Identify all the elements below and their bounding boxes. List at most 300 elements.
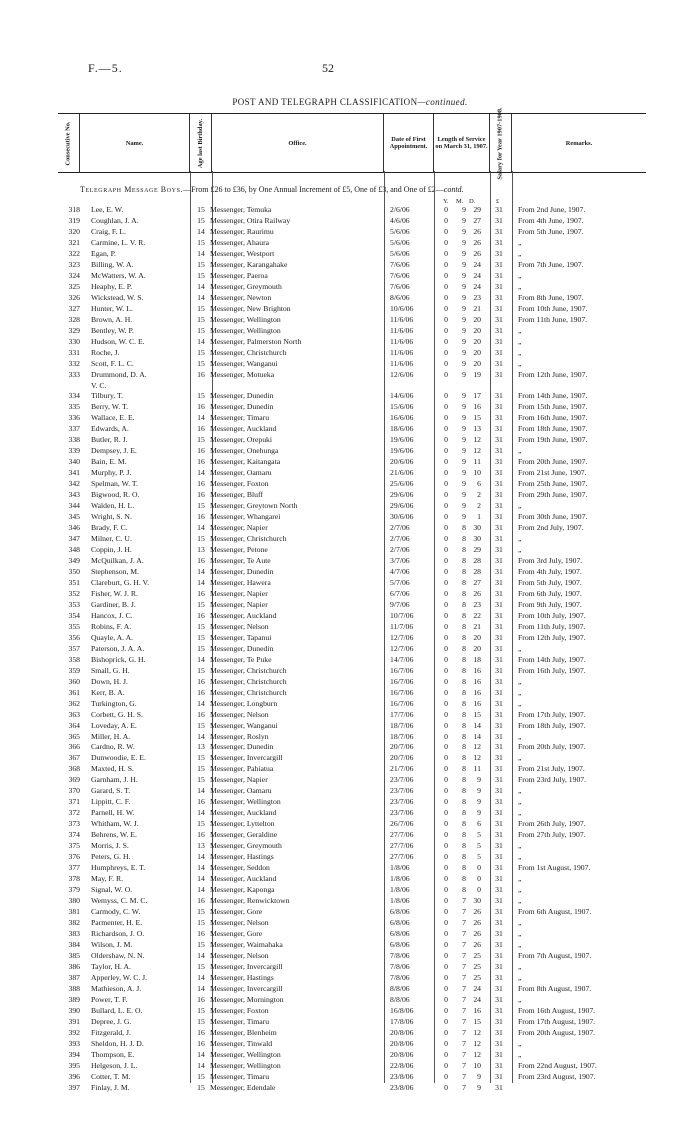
row-service-months: 8 xyxy=(462,764,466,774)
row-number: 368 xyxy=(68,764,80,774)
row-service-days: 12 xyxy=(473,753,481,763)
row-service-months: 7 xyxy=(462,1082,466,1092)
row-service-months: 8 xyxy=(462,830,466,840)
row-service-days: 2 xyxy=(477,501,481,511)
row-name: Cotter, T. M. xyxy=(91,1071,131,1081)
row-service-days: 26 xyxy=(473,928,481,938)
row-service-months: 8 xyxy=(462,698,466,708)
row-number: 350 xyxy=(68,566,80,576)
row-service-years: 0 xyxy=(444,676,448,686)
row-salary: 31 xyxy=(495,1082,503,1092)
row-number: 330 xyxy=(68,336,80,346)
row-remarks: „ xyxy=(518,972,522,982)
row-remarks: From 11th June, 1907. xyxy=(518,314,588,324)
row-number: 365 xyxy=(68,731,80,741)
row-office: Messenger, Otira Railway xyxy=(210,215,291,225)
row-service-years: 0 xyxy=(444,413,448,423)
row-service-days: 12 xyxy=(473,1027,481,1037)
row-remarks: „ xyxy=(518,874,522,884)
row-service-years: 0 xyxy=(444,797,448,807)
row-name: Finlay, J. M. xyxy=(91,1082,130,1092)
row-service-months: 8 xyxy=(462,819,466,829)
row-service-months: 8 xyxy=(462,566,466,576)
row-appointment-date: 2/6/06 xyxy=(390,205,410,214)
row-number: 376 xyxy=(68,852,80,862)
row-service-years: 0 xyxy=(444,698,448,708)
row-service-years: 0 xyxy=(444,830,448,840)
row-age: 14 xyxy=(197,577,205,587)
row-salary: 31 xyxy=(495,468,503,478)
row-service-months: 8 xyxy=(462,863,466,873)
table-row xyxy=(58,962,658,973)
row-service-months: 7 xyxy=(462,994,466,1004)
row-number: 356 xyxy=(68,632,80,642)
row-number: 390 xyxy=(68,1005,80,1015)
row-service-days: 26 xyxy=(473,248,481,258)
row-office: Messenger, Dunedin xyxy=(210,742,274,752)
row-service-days: 0 xyxy=(477,885,481,895)
row-service-months: 9 xyxy=(462,402,466,412)
table-row xyxy=(58,216,658,227)
row-number: 327 xyxy=(68,303,80,313)
row-salary: 31 xyxy=(495,928,503,938)
row-age: 15 xyxy=(197,907,205,916)
table-row xyxy=(58,721,658,732)
row-office: Messenger, Wanganui xyxy=(210,720,278,730)
row-age: 16 xyxy=(197,676,205,686)
row-service-years: 0 xyxy=(444,336,448,346)
row-office: Messenger, Oamaru xyxy=(210,786,272,796)
row-service-years: 0 xyxy=(444,665,448,675)
row-number: 379 xyxy=(68,885,80,895)
row-appointment-date: 5/6/06 xyxy=(390,237,410,247)
row-remarks: From 7th August, 1907. xyxy=(518,950,592,960)
row-service-months: 7 xyxy=(462,896,466,906)
row-appointment-date: 7/8/06 xyxy=(390,972,410,982)
row-service-days: 27 xyxy=(473,215,481,225)
page-title xyxy=(0,97,700,107)
row-salary: 31 xyxy=(495,819,503,829)
row-salary: 31 xyxy=(495,490,503,500)
table-row xyxy=(58,1050,658,1061)
row-service-months: 7 xyxy=(462,1049,466,1059)
row-office: Messenger, New Brighton xyxy=(210,303,291,313)
row-service-years: 0 xyxy=(444,643,448,653)
row-number: 367 xyxy=(68,753,80,763)
row-office: Messenger, Auckland xyxy=(210,874,277,884)
row-appointment-date: 20/6/06 xyxy=(390,457,414,467)
row-name: Lippitt, C. F. xyxy=(91,797,131,807)
row-name: Lee, E. W. xyxy=(91,205,124,214)
row-name: Bigwood, R. O. xyxy=(91,490,140,500)
row-salary: 31 xyxy=(495,599,503,609)
row-appointment-date: 29/6/06 xyxy=(390,501,414,511)
col-first-appointment: Date of First Appointment. xyxy=(384,114,434,172)
table-row xyxy=(58,973,658,984)
row-salary: 31 xyxy=(495,457,503,467)
row-office: Messenger, Renwicktown xyxy=(210,896,290,906)
row-name: Taylor, H. A. xyxy=(91,961,131,971)
table-header xyxy=(58,106,646,180)
row-age: 16 xyxy=(197,369,205,379)
row-name: Miller, H. A. xyxy=(91,731,131,741)
row-service-years: 0 xyxy=(444,588,448,598)
row-age: 14 xyxy=(197,248,205,258)
row-remarks: From 12th June, 1907. xyxy=(518,369,588,379)
row-age: 13 xyxy=(197,841,205,851)
row-service-days: 14 xyxy=(473,731,481,741)
row-service-days: 15 xyxy=(473,413,481,423)
row-remarks: From 12th July, 1907. xyxy=(518,632,586,642)
row-office: Messenger, Whangarei xyxy=(210,512,281,522)
row-age: 15 xyxy=(197,259,205,269)
row-remarks: „ xyxy=(518,841,522,851)
row-service-days: 5 xyxy=(477,841,481,851)
row-age: 14 xyxy=(197,852,205,862)
row-remarks: From 11th July, 1907. xyxy=(518,621,586,631)
table-row xyxy=(58,874,658,885)
row-name: Thompson, E. xyxy=(91,1049,135,1059)
row-number: 391 xyxy=(68,1016,80,1026)
row-service-days: 9 xyxy=(477,797,481,807)
row-name: Scott, F. L. C. xyxy=(91,358,134,368)
table-row xyxy=(58,633,658,644)
row-office: Messenger, Newton xyxy=(210,292,272,302)
row-salary: 31 xyxy=(495,347,503,357)
row-service-years: 0 xyxy=(444,314,448,324)
row-remarks: „ xyxy=(518,698,522,708)
row-office: Messenger, Invercargill xyxy=(210,961,283,971)
row-service-days: 29 xyxy=(473,205,481,214)
row-age: 15 xyxy=(197,391,205,401)
row-appointment-date: 29/6/06 xyxy=(390,490,414,500)
row-name: Milner, C. U. xyxy=(91,534,132,544)
table-row xyxy=(58,556,658,567)
row-service-days: 12 xyxy=(473,1038,481,1048)
row-appointment-date: 6/8/06 xyxy=(390,917,410,927)
row-office: Messenger, Auckland xyxy=(210,808,277,818)
row-remarks: „ xyxy=(518,347,522,357)
row-remarks: „ xyxy=(518,994,522,1004)
row-age: 14 xyxy=(197,413,205,423)
row-service-months: 7 xyxy=(462,1005,466,1015)
row-name: Behrens, W. E. xyxy=(91,830,137,840)
row-service-days: 9 xyxy=(477,808,481,818)
table-row xyxy=(58,907,658,918)
table-row xyxy=(58,951,658,962)
row-service-days: 9 xyxy=(477,1082,481,1092)
row-appointment-date: 1/8/06 xyxy=(390,874,410,884)
row-remarks: From 5th July, 1907. xyxy=(518,577,582,587)
row-service-days: 19 xyxy=(473,369,481,379)
row-service-days: 24 xyxy=(473,994,481,1004)
row-service-months: 9 xyxy=(462,336,466,346)
row-remarks: From 18th June, 1907. xyxy=(518,424,588,434)
row-remarks: From 25th June, 1907. xyxy=(518,479,588,489)
row-remarks: From 14th July, 1907. xyxy=(518,654,586,664)
row-office: Messenger, Timaru xyxy=(210,1071,270,1081)
row-appointment-date: 6/8/06 xyxy=(390,928,410,938)
row-service-days: 26 xyxy=(473,939,481,949)
row-service-days: 20 xyxy=(473,336,481,346)
table-row xyxy=(58,1039,658,1050)
row-number: 328 xyxy=(68,314,80,324)
row-number: 382 xyxy=(68,917,80,927)
row-service-years: 0 xyxy=(444,841,448,851)
row-remarks: „ xyxy=(518,928,522,938)
row-name: Tilbury, T. xyxy=(91,391,124,401)
row-age: 16 xyxy=(197,610,205,620)
row-service-months: 9 xyxy=(462,424,466,434)
row-salary: 31 xyxy=(495,917,503,927)
row-service-years: 0 xyxy=(444,863,448,873)
row-remarks: From 21st July, 1907. xyxy=(518,764,585,774)
row-age: 15 xyxy=(197,1082,205,1092)
row-office: Messenger, Geraldine xyxy=(210,830,278,840)
row-service-months: 7 xyxy=(462,907,466,916)
row-service-years: 0 xyxy=(444,775,448,785)
row-service-days: 16 xyxy=(473,676,481,686)
row-number: 371 xyxy=(68,797,80,807)
table-row xyxy=(58,775,658,786)
row-service-years: 0 xyxy=(444,281,448,291)
row-salary: 31 xyxy=(495,556,503,565)
section-scale: —From £26 to £36, by One Annual Increment of £5, One of £3, and One of £2— xyxy=(183,185,444,194)
table-row xyxy=(58,501,658,512)
row-service-years: 0 xyxy=(444,512,448,522)
row-number: 326 xyxy=(68,292,80,302)
row-age: 15 xyxy=(197,1071,205,1081)
row-service-months: 8 xyxy=(462,731,466,741)
row-service-days: 9 xyxy=(477,775,481,785)
row-service-months: 8 xyxy=(462,523,466,533)
row-name: Spelman, W. T. xyxy=(91,479,138,489)
row-age: 14 xyxy=(197,468,205,478)
row-salary: 31 xyxy=(495,446,503,456)
table-row xyxy=(58,808,658,819)
row-remarks: „ xyxy=(518,501,522,511)
row-office: Messenger, Christchurch xyxy=(210,687,287,697)
row-remarks: „ xyxy=(518,852,522,862)
row-service-months: 8 xyxy=(462,654,466,664)
table-row xyxy=(58,732,658,743)
row-service-months: 9 xyxy=(462,490,466,500)
row-name: V. C. xyxy=(91,380,107,390)
row-appointment-date: 9/7/06 xyxy=(390,599,410,609)
row-office: Messenger, Kaitangata xyxy=(210,457,281,467)
row-salary: 31 xyxy=(495,753,503,763)
row-office: Messenger, Wellington xyxy=(210,325,281,335)
row-appointment-date: 23/7/06 xyxy=(390,786,414,796)
row-number: 381 xyxy=(68,907,80,916)
row-age: 16 xyxy=(197,896,205,906)
row-age: 14 xyxy=(197,863,205,873)
row-remarks: From 22nd August, 1907. xyxy=(518,1060,597,1070)
row-service-days: 28 xyxy=(473,556,481,565)
row-remarks: „ xyxy=(518,885,522,895)
row-name: Corbett, G. H. S. xyxy=(91,709,143,719)
row-age: 15 xyxy=(197,917,205,927)
row-service-years: 0 xyxy=(444,874,448,884)
row-number: 359 xyxy=(68,665,80,675)
row-office: Messenger, Greymouth xyxy=(210,281,282,291)
row-salary: 31 xyxy=(495,687,503,697)
row-name: Hudson, W. C. E. xyxy=(91,336,145,346)
row-service-months: 9 xyxy=(462,226,466,236)
table-row xyxy=(58,1028,658,1039)
table-row xyxy=(58,326,658,337)
row-name: Mathieson, A. J. xyxy=(91,983,142,993)
row-age: 15 xyxy=(197,961,205,971)
row-salary: 31 xyxy=(495,950,503,960)
row-salary: 31 xyxy=(495,643,503,653)
row-salary: 31 xyxy=(495,742,503,752)
row-name: Coppin, J. H. xyxy=(91,545,132,555)
row-age: 16 xyxy=(197,994,205,1004)
row-office: Messenger, Longburn xyxy=(210,698,278,708)
row-number: 353 xyxy=(68,599,80,609)
row-appointment-date: 6/8/06 xyxy=(390,939,410,949)
row-service-years: 0 xyxy=(444,632,448,642)
row-office: Messenger, Auckland xyxy=(210,610,277,620)
row-number: 395 xyxy=(68,1060,80,1070)
row-service-months: 7 xyxy=(462,972,466,982)
row-service-days: 20 xyxy=(473,632,481,642)
row-service-months: 8 xyxy=(462,753,466,763)
row-office: Messenger, Orepuki xyxy=(210,435,273,445)
section-continued: contd. xyxy=(443,185,464,194)
row-appointment-date: 21/6/06 xyxy=(390,468,414,478)
row-salary: 31 xyxy=(495,314,503,324)
row-service-days: 9 xyxy=(477,1071,481,1081)
row-number: 351 xyxy=(68,577,80,587)
table-row xyxy=(58,359,658,370)
row-name: Parnell, H. W. xyxy=(91,808,135,818)
row-age: 14 xyxy=(197,885,205,895)
row-name: Garnham, J. H. xyxy=(91,775,138,785)
row-service-months: 9 xyxy=(462,325,466,335)
row-number: 370 xyxy=(68,786,80,796)
row-service-years: 0 xyxy=(444,479,448,489)
row-salary: 31 xyxy=(495,566,503,576)
row-number: 388 xyxy=(68,983,80,993)
row-age: 14 xyxy=(197,523,205,533)
row-service-months: 8 xyxy=(462,709,466,719)
row-service-years: 0 xyxy=(444,501,448,511)
row-number: 354 xyxy=(68,610,80,620)
row-appointment-date: 16/7/06 xyxy=(390,687,414,697)
table-row xyxy=(58,863,658,874)
row-name: Wilson, J. M. xyxy=(91,939,133,949)
row-name: Brady, F. C. xyxy=(91,523,128,533)
row-service-years: 0 xyxy=(444,1071,448,1081)
row-number: 331 xyxy=(68,347,80,357)
row-office: Messenger, Lyttelton xyxy=(210,819,275,829)
row-name: Power, T. F. xyxy=(91,994,128,1004)
row-appointment-date: 1/8/06 xyxy=(390,896,410,906)
row-service-days: 16 xyxy=(473,1005,481,1015)
row-appointment-date: 12/7/06 xyxy=(390,643,414,653)
row-office: Messenger, Hastings xyxy=(210,972,274,982)
row-number: 318 xyxy=(68,205,80,214)
section-heading xyxy=(80,185,660,194)
row-service-months: 7 xyxy=(462,1038,466,1048)
row-number: 374 xyxy=(68,830,80,840)
row-appointment-date: 12/7/06 xyxy=(390,632,414,642)
row-office: Messenger, Wellington xyxy=(210,1060,281,1070)
row-age: 15 xyxy=(197,205,205,214)
row-salary: 31 xyxy=(495,961,503,971)
row-remarks: „ xyxy=(518,325,522,335)
row-service-years: 0 xyxy=(444,270,448,280)
row-service-days: 16 xyxy=(473,665,481,675)
row-name: Bullard, L. E. O. xyxy=(91,1005,143,1015)
row-number: 383 xyxy=(68,928,80,938)
row-service-years: 0 xyxy=(444,764,448,774)
row-office: Messenger, Oamaru xyxy=(210,468,272,478)
row-salary: 31 xyxy=(495,830,503,840)
row-age: 14 xyxy=(197,566,205,576)
row-name: Billing, W. A. xyxy=(91,259,134,269)
row-name: McQuilkan, J. A. xyxy=(91,556,144,565)
row-service-days: 12 xyxy=(473,1049,481,1059)
row-remarks: „ xyxy=(518,534,522,544)
row-office: Messenger, Christchurch xyxy=(210,676,287,686)
table-row xyxy=(58,271,658,282)
title-continued: —continued. xyxy=(417,97,468,107)
col-salary: Salary for Year 1907-1908. xyxy=(490,114,512,172)
row-appointment-date: 12/6/06 xyxy=(390,369,414,379)
records-table xyxy=(58,205,658,1093)
row-service-years: 0 xyxy=(444,457,448,467)
row-service-days: 11 xyxy=(473,457,481,467)
row-age: 14 xyxy=(197,336,205,346)
row-age: 16 xyxy=(197,830,205,840)
row-remarks: From 30th June, 1907. xyxy=(518,512,588,522)
table-row xyxy=(58,435,658,446)
row-service-years: 0 xyxy=(444,490,448,500)
row-appointment-date: 16/7/06 xyxy=(390,665,414,675)
table-row xyxy=(58,512,658,523)
row-salary: 31 xyxy=(495,501,503,511)
row-appointment-date: 11/6/06 xyxy=(390,336,414,346)
row-name: Signal, W. O. xyxy=(91,885,133,895)
row-service-years: 0 xyxy=(444,446,448,456)
row-office: Messenger, Nelson xyxy=(210,709,269,719)
unit-pound: £ xyxy=(496,198,500,205)
row-number: 345 xyxy=(68,512,80,522)
row-name: Wright, S. N. xyxy=(91,512,132,522)
row-name: Fitzgerald, J. xyxy=(91,1027,131,1037)
row-service-years: 0 xyxy=(444,917,448,927)
row-service-years: 0 xyxy=(444,972,448,982)
row-service-days: 15 xyxy=(473,709,481,719)
row-service-days: 30 xyxy=(473,534,481,544)
row-office: Messenger, Tapanui xyxy=(210,632,272,642)
row-office: Messenger, Napier xyxy=(210,588,268,598)
row-service-days: 10 xyxy=(473,468,481,478)
table-row xyxy=(58,523,658,534)
row-service-years: 0 xyxy=(444,1049,448,1059)
row-age: 15 xyxy=(197,720,205,730)
row-name: Turkington, G. xyxy=(91,698,137,708)
row-service-years: 0 xyxy=(444,435,448,445)
row-service-months: 8 xyxy=(462,852,466,862)
row-appointment-date: 7/6/06 xyxy=(390,270,410,280)
row-appointment-date: 20/7/06 xyxy=(390,742,414,752)
row-salary: 31 xyxy=(495,358,503,368)
row-age: 14 xyxy=(197,281,205,291)
